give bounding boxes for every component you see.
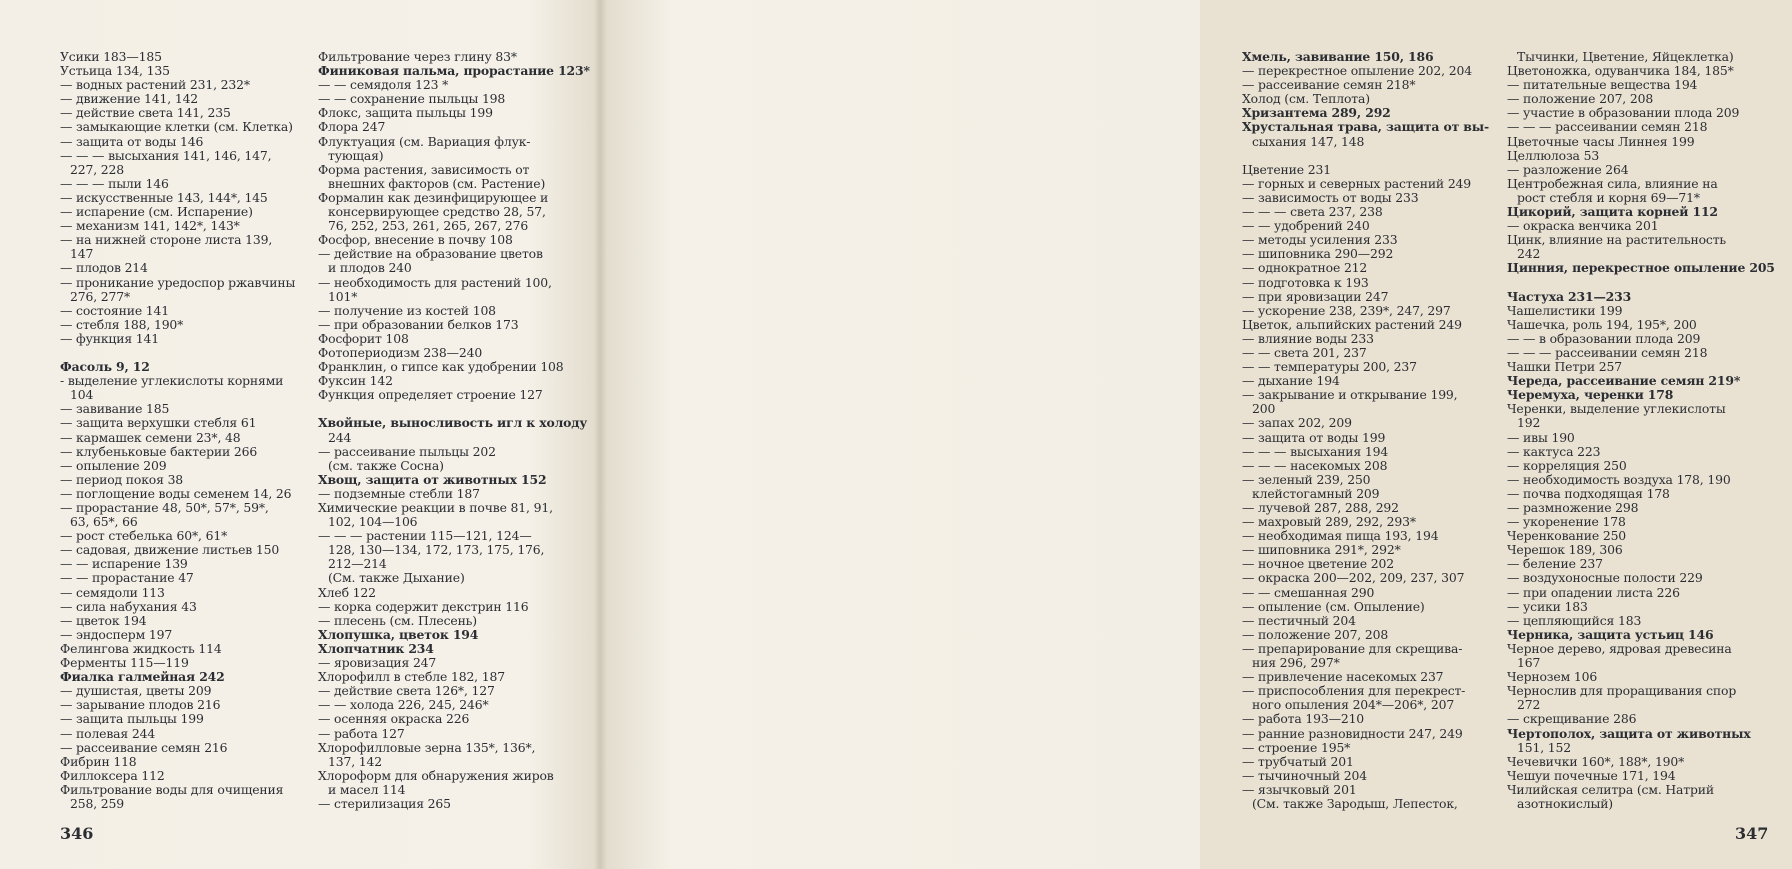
index-entry: — язычковый 201 — [1242, 781, 1357, 797]
index-entry: (см. также Сосна) — [328, 457, 444, 473]
index-entry: Хвощ, защита от животных 152 — [318, 471, 547, 487]
index-entry: Цинк, влияние на растительность — [1507, 232, 1727, 248]
index-entry: — махровый 289, 292, 293* — [1242, 514, 1416, 530]
index-entry: — — смешанная 290 — [1242, 584, 1375, 600]
index-entry: Хрустальная трава, защита от вы- — [1242, 119, 1489, 135]
index-entry: — корка содержит декстрин 116 — [318, 598, 529, 614]
index-entry: 272 — [1517, 697, 1541, 713]
entry-gap — [1242, 149, 1502, 163]
index-entry: — плодов 214 — [60, 260, 148, 276]
index-entry: 102, 104—106 — [328, 514, 418, 530]
index-entry: Усики 183—185 — [60, 49, 162, 64]
index-entry: — ускорение 238, 239*, 247, 297 — [1242, 302, 1451, 318]
index-entry: — поглощение воды семенем 14, 26 — [60, 485, 292, 501]
index-entry: Цветочные часы Линнея 199 — [1507, 133, 1695, 149]
index-entry: — действие на образование цветов — [318, 246, 543, 262]
index-entry: — ранние разновидности 247, 249 — [1242, 725, 1463, 741]
index-entry: — привлечение насекомых 237 — [1242, 669, 1444, 685]
index-column-1 — [60, 50, 312, 811]
index-entry: — осенняя окраска 226 — [318, 711, 470, 727]
right-page — [602, 0, 1775, 869]
index-entry: Фибрин 118 — [60, 753, 137, 769]
index-column-4 — [1507, 50, 1792, 811]
index-entry: 128, 130—134, 172, 173, 175, 176, — [328, 542, 545, 558]
index-entry: — трубчатый 201 — [1242, 753, 1354, 769]
index-entry: 212—214 — [328, 556, 387, 572]
page-number-right: 347 — [1735, 824, 1769, 843]
index-entry: Фильтрование через глину 83* — [318, 49, 517, 64]
index-entry: — — испарение 139 — [60, 556, 188, 572]
index-entry: Чашелистики 199 — [1507, 302, 1623, 318]
index-entry: — садовая, движение листьев 150 — [60, 542, 280, 558]
index-entry: — — — высыхания 141, 146, 147, — [60, 147, 272, 163]
index-entry: — защита от воды 199 — [1242, 429, 1386, 445]
index-entry: — — — рассеивании семян 218 — [1507, 344, 1708, 360]
index-entry: — механизм 141, 142*, 143* — [60, 218, 240, 234]
index-entry: 227, 228 — [70, 161, 124, 177]
left-page — [0, 0, 598, 869]
index-entry: Форма растения, зависимость от — [318, 161, 530, 177]
index-entry: Холод (см. Теплота) — [1242, 91, 1370, 107]
index-entry: Финиковая пальма, прорастание 123* — [318, 63, 590, 79]
index-entry: - выделение углекислоты корнями — [60, 373, 284, 389]
index-entry: — работа 127 — [318, 725, 405, 741]
index-entry: — окраска 200—202, 209, 237, 307 — [1242, 570, 1465, 586]
index-entry: — шиповника 290—292 — [1242, 246, 1394, 262]
index-entry: — ночное цветение 202 — [1242, 556, 1394, 572]
index-entry: Чернослив для проращивания спор — [1507, 683, 1737, 699]
index-entry: — эндосперм 197 — [60, 626, 173, 642]
index-entry: — функция 141 — [60, 330, 160, 346]
index-entry: Функция определяет строение 127 — [318, 387, 543, 403]
index-entry: Хлопчатник 234 — [318, 640, 434, 656]
index-entry: — — — насекомых 208 — [1242, 457, 1388, 473]
index-entry: — ивы 190 — [1507, 429, 1575, 445]
index-entry: — получение из костей 108 — [318, 302, 496, 318]
index-entry: Целлюлоза 53 — [1507, 147, 1600, 163]
index-entry: — душистая, цветы 209 — [60, 683, 212, 699]
index-entry: — яровизация 247 — [318, 655, 437, 671]
index-entry: — влияние воды 233 — [1242, 330, 1374, 346]
index-entry: — строение 195* — [1242, 739, 1351, 755]
index-entry: — необходимость воздуха 178, 190 — [1507, 471, 1731, 487]
entry-gap — [318, 402, 586, 416]
entry-gap — [1507, 276, 1792, 290]
index-entry: 242 — [1517, 246, 1541, 262]
index-entry: Фиалка галмейная 242 — [60, 669, 225, 685]
index-entry: Фосфорит 108 — [318, 330, 409, 346]
index-entry: Формалин как дезинфицирующее и — [318, 189, 549, 205]
index-entry: — при яровизации 247 — [1242, 288, 1389, 304]
index-entry: внешних факторов (см. Растение) — [328, 175, 546, 191]
index-entry: — плесень (см. Плесень) — [318, 612, 477, 628]
index-entry: Цинния, перекрестное опыление 205 — [1507, 260, 1775, 276]
index-entry: Ферменты 115—119 — [60, 655, 189, 671]
index-entry: Чашечка, роль 194, 195*, 200 — [1507, 316, 1697, 332]
index-entry: Флора 247 — [318, 119, 386, 135]
index-entry: — движение 141, 142 — [60, 91, 199, 107]
index-entry: Цикорий, защита корней 112 — [1507, 204, 1718, 220]
index-entry: 276, 277* — [70, 288, 131, 304]
index-entry: Черешок 189, 306 — [1507, 542, 1623, 558]
index-entry: — стерилизация 265 — [318, 795, 451, 811]
index-entry: 101* — [328, 288, 358, 304]
index-entry: — цветок 194 — [60, 612, 147, 628]
index-entry: — опыление (см. Опыление) — [1242, 598, 1425, 614]
index-entry: Череда, рассеивание семян 219* — [1507, 373, 1741, 389]
index-entry: — укоренение 178 — [1507, 514, 1626, 530]
index-entry: Фуксин 142 — [318, 373, 393, 389]
index-entry: — дыхание 194 — [1242, 373, 1340, 389]
index-entry: — — прорастание 47 — [60, 570, 194, 586]
index-entry: — защита пыльцы 199 — [60, 711, 204, 727]
index-entry: — воздухоносные полости 229 — [1507, 570, 1703, 586]
index-entry: — зарывание плодов 216 — [60, 697, 221, 713]
index-entry: — шиповника 291*, 292* — [1242, 542, 1401, 558]
index-entry: 137, 142 — [328, 753, 382, 769]
index-entry: Цветок, альпийских растений 249 — [1242, 316, 1462, 332]
index-entry: — методы усиления 233 — [1242, 232, 1398, 248]
index-entry: 244 — [328, 429, 352, 445]
index-entry: Хлеб 122 — [318, 584, 376, 600]
index-entry: Черное дерево, ядровая древесина — [1507, 640, 1732, 656]
index-entry: — — холода 226, 245, 246* — [318, 697, 489, 713]
index-entry: — стебля 188, 190* — [60, 316, 184, 332]
index-entry: Черника, защита устьиц 146 — [1507, 626, 1714, 642]
index-entry: — завивание 185 — [60, 401, 170, 417]
index-entry: — — — рассеивании семян 218 — [1507, 119, 1708, 135]
index-entry: — — удобрений 240 — [1242, 218, 1370, 234]
index-entry: 200 — [1252, 401, 1276, 417]
index-entry: — прорастание 48, 50*, 57*, 59*, — [60, 500, 269, 515]
index-entry: Фелингова жидкость 114 — [60, 640, 222, 656]
index-entry: — состояние 141 — [60, 302, 169, 318]
index-entry: — препарирование для скрещива- — [1242, 640, 1463, 656]
index-entry: Фосфор, внесение в почву 108 — [318, 232, 513, 248]
index-entry: — опыление 209 — [60, 457, 167, 473]
index-entry: Франклин, о гипсе как удобрении 108 — [318, 359, 564, 375]
index-entry: Черемуха, черенки 178 — [1507, 387, 1674, 403]
index-entry: — работа 193—210 — [1242, 711, 1365, 727]
index-entry: — закрывание и открывание 199, — [1242, 387, 1458, 403]
index-entry: Химические реакции в почве 81, 91, — [318, 500, 553, 515]
index-entry: Цветоножка, одуванчика 184, 185* — [1507, 63, 1734, 79]
index-entry: — период покоя 38 — [60, 471, 184, 487]
index-entry: тующая) — [328, 147, 384, 163]
index-entry: 167 — [1517, 655, 1541, 671]
index-entry: рост стебля и корня 69—71* — [1517, 189, 1700, 205]
index-column-2 — [318, 49, 590, 811]
index-entry: ного опыления 204*—206*, 207 — [1252, 697, 1455, 713]
index-entry: — на нижней стороне листа 139, — [60, 232, 273, 248]
index-entry: — кактуса 223 — [1507, 443, 1601, 459]
index-entry: — замыкающие клетки (см. Клетка) — [60, 119, 293, 135]
index-entry: — рассеивание пыльцы 202 — [318, 443, 496, 459]
index-column-3 — [1242, 50, 1502, 811]
index-entry: — — сохранение пыльцы 198 — [318, 91, 506, 107]
index-entry: — необходимость для растений 100, — [318, 274, 552, 290]
page-number-left: 346 — [60, 824, 94, 843]
index-entry: — перекрестное опыление 202, 204 — [1242, 63, 1472, 79]
index-entry: — полевая 244 — [60, 725, 156, 741]
index-entry: Цветение 231 — [1242, 161, 1331, 177]
index-entry: Чешуи почечные 171, 194 — [1507, 767, 1676, 783]
index-entry: — искусственные 143, 144*, 145 — [60, 189, 268, 205]
index-entry: Частуха 231—233 — [1507, 288, 1632, 304]
index-entry: и плодов 240 — [328, 260, 412, 276]
index-entry: — участие в образовании плода 209 — [1507, 105, 1740, 121]
index-entry: — скрещивание 286 — [1507, 711, 1637, 727]
index-entry: — рост стебелька 60*, 61* — [60, 528, 228, 544]
index-entry: — разложение 264 — [1507, 161, 1629, 177]
index-entry: Чернозем 106 — [1507, 669, 1598, 685]
index-entry: Хвойные, выносливость игл к холоду — [318, 415, 588, 431]
index-entry: — водных растений 231, 232* — [60, 77, 250, 93]
index-entry: — корреляция 250 — [1507, 457, 1627, 473]
index-entry: — необходимая пища 193, 194 — [1242, 528, 1439, 544]
index-entry: Хлорофилл в стебле 182, 187 — [318, 669, 505, 685]
index-entry: Чертополох, защита от животных — [1507, 725, 1751, 741]
index-entry: консервирующее средство 28, 57, — [328, 204, 546, 220]
index-entry: — — — высыхания 194 — [1242, 443, 1389, 459]
index-entry: — — температуры 200, 237 — [1242, 359, 1417, 375]
entry-gap — [60, 346, 312, 360]
index-entry: — однократное 212 — [1242, 260, 1368, 276]
index-entry: 63, 65*, 66 — [70, 514, 138, 530]
index-entry: — положение 207, 208 — [1507, 91, 1654, 107]
index-entry: Флокс, защита пыльцы 199 — [318, 105, 493, 121]
index-entry: — кармашек семени 23*, 48 — [60, 429, 241, 445]
index-entry: Устьица 134, 135 — [60, 63, 170, 79]
index-entry: азотнокислый) — [1517, 795, 1613, 811]
index-entry: Фильтрование воды для очищения — [60, 781, 284, 797]
index-entry: — сила набухания 43 — [60, 598, 197, 614]
index-entry: — окраска венчика 201 — [1507, 218, 1659, 234]
index-entry: — приспособления для перекрест- — [1242, 683, 1466, 699]
index-entry: (См. также Дыхание) — [328, 570, 465, 586]
index-entry: Чашки Петри 257 — [1507, 359, 1622, 375]
index-entry: и масел 114 — [328, 781, 406, 797]
index-entry: — действие света 126*, 127 — [318, 683, 495, 699]
index-entry: Черенкование 250 — [1507, 528, 1627, 544]
index-entry: сыхания 147, 148 — [1252, 133, 1365, 149]
index-entry: — испарение (см. Испарение) — [60, 204, 253, 220]
index-entry: Черенки, выделение углекислоты — [1507, 401, 1726, 417]
index-entry: — почва подходящая 178 — [1507, 485, 1670, 501]
index-entry: — — — пыли 146 — [60, 175, 169, 191]
index-entry: — рассеивание семян 218* — [1242, 77, 1416, 93]
index-entry: Хлороформ для обнаружения жиров — [318, 767, 554, 783]
index-entry: — положение 207, 208 — [1242, 626, 1389, 642]
index-entry: — рассеивание семян 216 — [60, 739, 228, 755]
index-entry: — зеленый 239, 250 — [1242, 471, 1371, 487]
index-entry: Фасоль 9, 12 — [60, 359, 150, 375]
index-entry: Чечевички 160*, 188*, 190* — [1507, 753, 1685, 769]
index-entry: — — в образовании плода 209 — [1507, 330, 1701, 346]
index-entry: 151, 152 — [1517, 739, 1571, 755]
index-entry: — при образовании белков 173 — [318, 316, 519, 332]
index-entry: 76, 252, 253, 261, 265, 267, 276 — [328, 218, 529, 234]
index-entry: — питательные вещества 194 — [1507, 77, 1698, 93]
index-entry: 192 — [1517, 415, 1541, 431]
index-entry: — проникание уредоспор ржавчины — [60, 274, 296, 290]
index-entry: — цепляющийся 183 — [1507, 612, 1642, 628]
index-entry: 104 — [70, 387, 94, 403]
index-entry: — усики 183 — [1507, 598, 1588, 614]
index-entry: Филлоксера 112 — [60, 767, 165, 783]
index-entry: Хлорофилловые зерна 135*, 136*, — [318, 739, 536, 755]
index-entry: 258, 259 — [70, 795, 124, 811]
index-entry: Чилийская селитра (см. Натрий — [1507, 781, 1714, 797]
index-entry: — подготовка к 193 — [1242, 274, 1369, 290]
index-entry: — тычиночный 204 — [1242, 767, 1367, 783]
index-entry: Хлопушка, цветок 194 — [318, 626, 479, 642]
index-entry: — запах 202, 209 — [1242, 415, 1352, 431]
index-entry: — — света 201, 237 — [1242, 344, 1367, 360]
index-entry: — подземные стебли 187 — [318, 485, 480, 501]
index-entry: — размножение 298 — [1507, 500, 1639, 515]
index-entry: Хризантема 289, 292 — [1242, 105, 1391, 121]
index-entry: — беление 237 — [1507, 556, 1603, 572]
index-entry: 147 — [70, 246, 94, 262]
index-entry: — горных и северных растений 249 — [1242, 175, 1472, 191]
index-entry: Фотопериодизм 238—240 — [318, 344, 483, 360]
index-entry: — пестичный 204 — [1242, 612, 1356, 628]
index-entry: — защита от воды 146 — [60, 133, 204, 149]
index-entry: Флуктуация (см. Вариация флук- — [318, 133, 531, 149]
index-entry: — зависимость от воды 233 — [1242, 189, 1419, 205]
index-entry: — действие света 141, 235 — [60, 105, 231, 121]
index-entry: Хмель, завивание 150, 186 — [1242, 49, 1434, 64]
index-entry: — — семядоля 123 * — [318, 77, 449, 93]
index-entry: — клубеньковые бактерии 266 — [60, 443, 258, 459]
index-entry: — при опадении листа 226 — [1507, 584, 1680, 600]
index-entry: Тычинки, Цветение, Яйцеклетка) — [1517, 49, 1734, 64]
index-entry: Центробежная сила, влияние на — [1507, 175, 1718, 191]
index-entry: — лучевой 287, 288, 292 — [1242, 500, 1399, 515]
index-entry: ния 296, 297* — [1252, 655, 1340, 671]
index-entry: клейстогамный 209 — [1252, 485, 1380, 501]
index-entry: — — — света 237, 238 — [1242, 204, 1383, 220]
index-entry: — семядоли 113 — [60, 584, 165, 600]
index-entry: — — — растении 115—121, 124— — [318, 528, 532, 544]
index-entry: — защита верхушки стебля 61 — [60, 415, 257, 431]
index-entry: (См. также Зародыш, Лепесток, — [1252, 795, 1458, 811]
